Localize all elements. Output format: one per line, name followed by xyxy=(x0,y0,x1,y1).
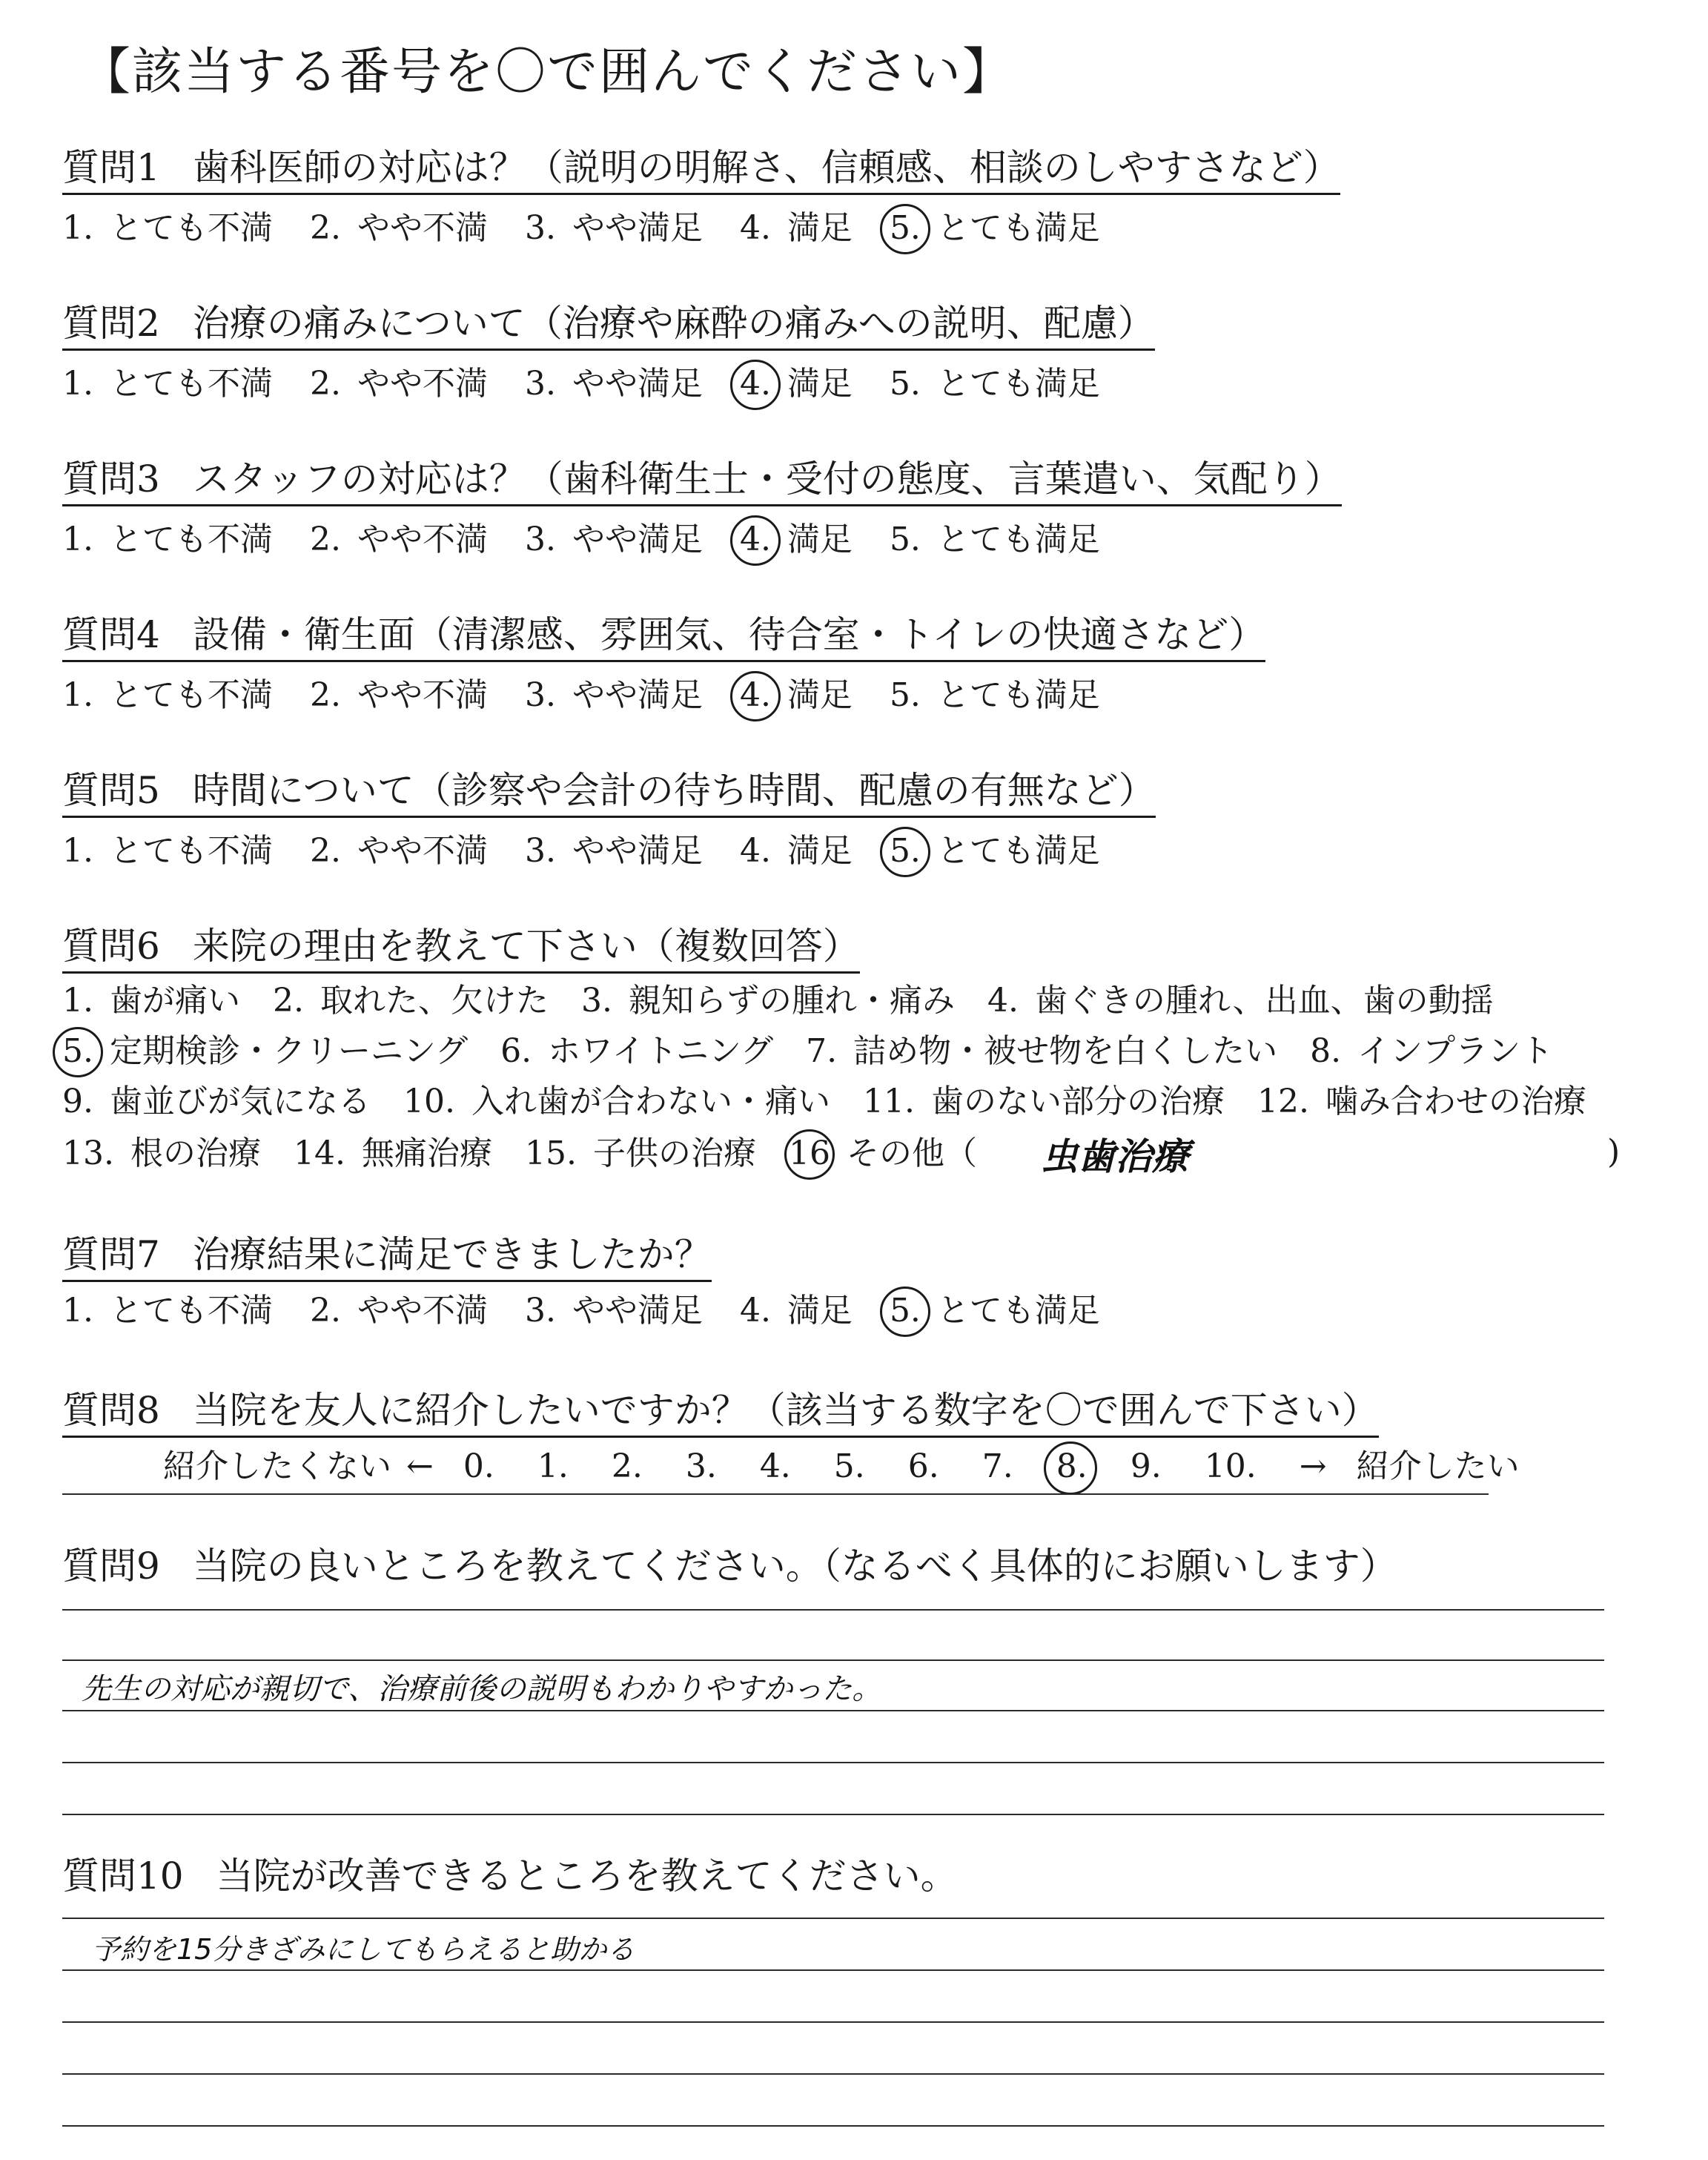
option-label: やや不満 xyxy=(357,365,488,403)
option-label: 親知らずの腫れ・痛み xyxy=(628,982,955,1020)
option-label: とても満足 xyxy=(936,521,1100,558)
question-5-option[interactable] xyxy=(890,830,1137,872)
question-2-options xyxy=(62,363,1137,405)
question-9-text: 当院の良いところを教えてください。（なるべく具体的にお願いします） xyxy=(192,1545,1397,1588)
question-6-row-2-option[interactable] xyxy=(500,1031,806,1072)
option-number: 2. xyxy=(272,982,304,1020)
question-8-number: 質問8 xyxy=(62,1389,160,1432)
right-arrow-icon: → xyxy=(1299,1447,1327,1485)
scale-option[interactable]: 0. xyxy=(463,1447,494,1485)
question-4-text: 設備・衛生面（清潔感、雰囲気、待合室・トイレの快適さなど） xyxy=(192,613,1266,656)
scale-option[interactable]: 8. xyxy=(1056,1446,1088,1487)
question-7-options xyxy=(62,1290,1137,1332)
option-number: 5. xyxy=(890,208,921,249)
question-6-row-1-option[interactable] xyxy=(62,980,273,1022)
option-label: 満足 xyxy=(787,209,853,247)
option-label: 入れ歯が合わない・痛い xyxy=(471,1083,830,1120)
option-label: とても不満 xyxy=(109,832,273,870)
other-close-paren: ) xyxy=(1607,1133,1621,1171)
option-number: 3. xyxy=(580,982,612,1020)
question-2-number: 質問2 xyxy=(62,302,160,345)
option-label: 子供の治療 xyxy=(592,1135,756,1172)
question-6-row-4-option[interactable] xyxy=(789,1133,1010,1175)
option-number: 16 xyxy=(789,1133,830,1175)
scale-option[interactable]: 5. xyxy=(833,1447,865,1485)
question-6-row-1-option[interactable] xyxy=(273,980,581,1022)
question-6-row-2-option[interactable] xyxy=(1310,1031,1586,1072)
question-4-heading xyxy=(62,612,1265,662)
question-6-row-3-option[interactable] xyxy=(863,1081,1257,1123)
question-2-option[interactable] xyxy=(890,363,1137,405)
option-number: 1. xyxy=(62,521,93,558)
page-title: 【該当する番号を〇で囲んでください】 xyxy=(80,43,1015,102)
option-number: 3. xyxy=(524,209,556,247)
option-label: とても不満 xyxy=(109,365,273,403)
question-5-option[interactable] xyxy=(310,830,525,872)
option-label: とても満足 xyxy=(936,365,1100,403)
question-4-number: 質問4 xyxy=(62,613,160,656)
option-label: やや満足 xyxy=(572,365,703,403)
question-7-heading xyxy=(62,1232,712,1282)
question-6-number: 質問6 xyxy=(62,925,160,968)
question-1-option[interactable] xyxy=(62,208,310,249)
option-label: やや不満 xyxy=(357,832,488,870)
answer-line xyxy=(62,1710,1604,1711)
option-number: 5. xyxy=(889,521,921,558)
question-6-row-1-options xyxy=(62,980,1526,1022)
question-10-heading xyxy=(62,1854,958,1901)
question-5-option[interactable] xyxy=(525,830,740,872)
question-6-row-3-options xyxy=(62,1081,1619,1123)
answer-line xyxy=(62,2125,1604,2127)
question-7-option[interactable] xyxy=(890,1290,1137,1332)
option-number: 13. xyxy=(62,1135,114,1172)
question-5-text: 時間について（診察や会計の待ち時間、配慮の有無など） xyxy=(192,769,1156,812)
option-label: やや不満 xyxy=(357,676,488,714)
recommend-scale xyxy=(163,1446,1520,1487)
option-number: 1. xyxy=(62,832,93,870)
question-6-row-2-option[interactable] xyxy=(62,1031,500,1072)
scale-option[interactable]: 6. xyxy=(907,1447,939,1485)
option-label: とても不満 xyxy=(109,521,273,558)
question-2-option[interactable] xyxy=(310,363,525,405)
question-8-text: 当院を友人に紹介したいですか？（該当する数字を〇で囲んで下さい） xyxy=(192,1389,1379,1432)
question-6-row-3-option[interactable] xyxy=(403,1081,863,1123)
option-label: 根の治療 xyxy=(130,1135,261,1172)
question-7-option[interactable] xyxy=(525,1290,740,1332)
other-reason-handwritten: 虫歯治療 xyxy=(1041,1135,1189,1178)
question-1-option[interactable] xyxy=(740,208,890,249)
option-label: 取れた、欠けた xyxy=(320,982,549,1020)
question-5-heading xyxy=(62,768,1156,818)
option-number: 11. xyxy=(862,1083,915,1120)
option-number: 4. xyxy=(739,209,771,247)
question-1-text: 歯科医師の対応は？（説明の明解さ、信頼感、相談のしやすさなど） xyxy=(192,146,1340,189)
question-3-options xyxy=(62,519,1137,561)
question-2-option[interactable] xyxy=(62,363,310,405)
answer-line xyxy=(62,2021,1604,2023)
answer-line xyxy=(62,1659,1604,1661)
question-6-row-3-option[interactable] xyxy=(62,1081,403,1123)
option-label: とても満足 xyxy=(936,832,1100,870)
question-2-option[interactable] xyxy=(740,363,890,405)
option-label: とても満足 xyxy=(936,1292,1100,1330)
answer-line xyxy=(62,2073,1604,2075)
q10-handwritten-answer: 予約を15分きざみにしてもらえると助かる xyxy=(92,1933,635,1966)
question-6-row-1-option[interactable] xyxy=(581,980,987,1022)
option-number: 4. xyxy=(740,363,771,405)
question-3-option[interactable] xyxy=(525,519,740,561)
scale-option[interactable]: 7. xyxy=(982,1447,1013,1485)
option-label: やや不満 xyxy=(357,1292,488,1330)
answer-line xyxy=(62,1969,1604,1971)
option-label: やや満足 xyxy=(572,1292,703,1330)
option-number: 5. xyxy=(890,1290,921,1332)
question-9-heading xyxy=(62,1544,1397,1591)
option-number: 3. xyxy=(524,832,556,870)
question-6-row-4-option[interactable] xyxy=(62,1133,294,1175)
option-number: 5. xyxy=(62,1031,93,1072)
option-number: 15. xyxy=(524,1135,577,1172)
question-6-row-3-option[interactable] xyxy=(1257,1081,1619,1123)
option-label: やや満足 xyxy=(572,676,703,714)
question-6-text: 来院の理由を教えて下さい（複数回答） xyxy=(192,925,860,968)
option-label: やや不満 xyxy=(357,521,488,558)
question-1-heading xyxy=(62,145,1340,195)
option-number: 3. xyxy=(524,365,556,403)
option-number: 6. xyxy=(500,1032,532,1070)
option-number: 1. xyxy=(62,209,93,247)
scale-option[interactable]: 2. xyxy=(611,1447,643,1485)
scale-underline xyxy=(62,1493,1489,1495)
question-3-option[interactable] xyxy=(740,519,890,561)
option-label: 歯が痛い xyxy=(109,982,240,1020)
option-number: 4. xyxy=(739,1292,771,1330)
question-4-options xyxy=(62,675,1137,716)
option-label: 無痛治療 xyxy=(361,1135,492,1172)
option-label: 詰め物・被せ物を白くしたい xyxy=(853,1032,1278,1070)
question-3-heading xyxy=(62,457,1342,506)
question-3-option[interactable] xyxy=(62,519,310,561)
question-10-text: 当院が改善できるところを教えてください。 xyxy=(216,1855,958,1898)
question-4-option[interactable] xyxy=(740,675,890,716)
scale-option[interactable]: 1. xyxy=(537,1447,569,1485)
option-label: やや満足 xyxy=(572,521,703,558)
option-number: 2. xyxy=(309,1292,341,1330)
scale-option[interactable]: 3. xyxy=(685,1447,717,1485)
option-number: 3. xyxy=(524,521,556,558)
question-7-text: 治療結果に満足できましたか？ xyxy=(192,1233,712,1276)
option-number: 5. xyxy=(890,830,921,872)
option-label: その他（ xyxy=(846,1135,977,1172)
option-label: 歯のない部分の治療 xyxy=(930,1083,1225,1120)
question-6-heading xyxy=(62,924,860,974)
option-number: 1. xyxy=(62,676,93,714)
question-6-row-4-option[interactable] xyxy=(525,1133,789,1175)
question-8-heading xyxy=(62,1388,1379,1438)
question-7-option[interactable] xyxy=(62,1290,310,1332)
question-6-row-1-option[interactable] xyxy=(987,980,1526,1022)
option-label: 噛み合わせの治療 xyxy=(1325,1083,1586,1120)
question-7-option[interactable] xyxy=(310,1290,525,1332)
question-6-row-4-option[interactable] xyxy=(294,1133,525,1175)
option-number: 4. xyxy=(740,519,771,561)
option-label: 満足 xyxy=(787,832,853,870)
option-number: 3. xyxy=(524,1292,556,1330)
question-5-options xyxy=(62,830,1137,872)
option-number: 2. xyxy=(309,365,341,403)
question-7-number: 質問7 xyxy=(62,1233,160,1276)
option-label: やや満足 xyxy=(572,209,703,247)
question-3-number: 質問3 xyxy=(62,458,160,501)
option-number: 8. xyxy=(1310,1032,1342,1070)
option-label: 定期検診・クリーニング xyxy=(109,1032,469,1070)
question-4-option[interactable] xyxy=(525,675,740,716)
question-10-number: 質問10 xyxy=(62,1855,184,1898)
scale-option[interactable]: 10. xyxy=(1204,1447,1257,1485)
option-label: とても満足 xyxy=(936,676,1100,714)
question-3-option[interactable] xyxy=(890,519,1137,561)
question-7-option[interactable] xyxy=(740,1290,890,1332)
option-label: 歯ぐきの腫れ、出血、歯の動揺 xyxy=(1034,982,1494,1020)
question-9-number: 質問9 xyxy=(62,1545,160,1588)
question-5-number: 質問5 xyxy=(62,769,160,812)
question-5-option[interactable] xyxy=(62,830,310,872)
question-1-option[interactable] xyxy=(310,208,525,249)
option-number: 5. xyxy=(889,365,921,403)
question-1-option[interactable] xyxy=(525,208,740,249)
option-number: 3. xyxy=(524,676,556,714)
option-number: 2. xyxy=(309,521,341,558)
option-number: 4. xyxy=(740,675,771,716)
option-number: 4. xyxy=(987,982,1019,1020)
option-number: 7. xyxy=(806,1032,838,1070)
option-number: 2. xyxy=(309,676,341,714)
option-number: 14. xyxy=(293,1135,345,1172)
scale-option[interactable]: 9. xyxy=(1130,1447,1162,1485)
question-3-text: スタッフの対応は？（歯科衛生士・受付の態度、言葉遣い、気配り） xyxy=(192,458,1342,501)
question-1-option[interactable] xyxy=(890,208,1137,249)
scale-option[interactable]: 4. xyxy=(759,1447,791,1485)
option-label: とても不満 xyxy=(109,209,273,247)
answer-line xyxy=(62,1814,1604,1815)
question-2-text: 治療の痛みについて（治療や麻酔の痛みへの説明、配慮） xyxy=(192,302,1155,345)
question-4-option[interactable] xyxy=(62,675,310,716)
option-label: 満足 xyxy=(787,676,853,714)
option-label: とても不満 xyxy=(109,1292,273,1330)
left-arrow-icon: ← xyxy=(406,1447,434,1485)
answer-line xyxy=(62,1918,1604,1919)
option-number: 5. xyxy=(889,676,921,714)
question-5-option[interactable] xyxy=(740,830,890,872)
answer-line xyxy=(62,1762,1604,1763)
answer-line xyxy=(62,1609,1604,1611)
option-label: やや満足 xyxy=(572,832,703,870)
option-label: 歯並びが気になる xyxy=(109,1083,371,1120)
option-label: ホワイトニング xyxy=(548,1032,774,1070)
option-label: とても不満 xyxy=(109,676,273,714)
option-label: やや不満 xyxy=(357,209,488,247)
option-number: 2. xyxy=(309,832,341,870)
option-number: 10. xyxy=(403,1083,455,1120)
option-label: インプラント xyxy=(1357,1032,1554,1070)
q9-handwritten-answer: 先生の対応が親切で、治療前後の説明もわかりやすかった。 xyxy=(82,1672,882,1706)
question-2-option[interactable] xyxy=(525,363,740,405)
question-4-option[interactable] xyxy=(310,675,525,716)
option-number: 4. xyxy=(739,832,771,870)
question-6-row-2-option[interactable] xyxy=(806,1031,1310,1072)
option-number: 1. xyxy=(62,982,93,1020)
option-number: 12. xyxy=(1257,1083,1309,1120)
question-6-row-4-options xyxy=(62,1133,1010,1175)
question-2-heading xyxy=(62,301,1155,351)
option-label: 満足 xyxy=(787,1292,853,1330)
question-4-option[interactable] xyxy=(890,675,1137,716)
option-number: 1. xyxy=(62,365,93,403)
question-1-number: 質問1 xyxy=(62,146,160,189)
option-number: 9. xyxy=(62,1083,93,1120)
option-number: 1. xyxy=(62,1292,93,1330)
scale-right-label: 紹介したい xyxy=(1356,1447,1520,1485)
question-3-option[interactable] xyxy=(310,519,525,561)
option-label: 満足 xyxy=(787,365,853,403)
question-1-options xyxy=(62,208,1137,249)
option-number: 2. xyxy=(309,209,341,247)
question-6-row-2-options xyxy=(62,1031,1586,1072)
option-label: とても満足 xyxy=(936,209,1100,247)
option-label: 満足 xyxy=(787,521,853,558)
scale-left-label: 紹介したくない xyxy=(163,1447,391,1485)
